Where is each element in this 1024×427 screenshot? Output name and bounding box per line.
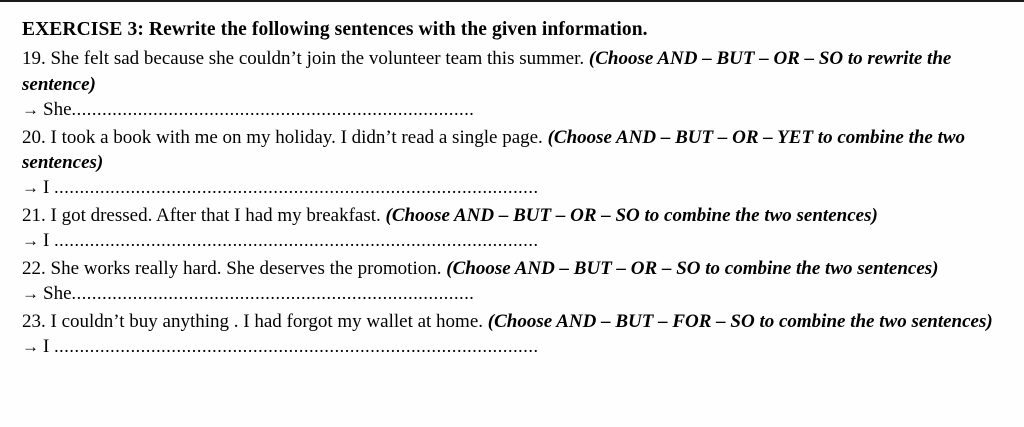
- exercise-item: [22, 203, 1004, 228]
- item-cue: (Choose AND – BUT – FOR – SO to combine the two sentences): [487, 310, 993, 332]
- answer-prefix: She: [43, 98, 72, 120]
- item-sentence: She works really hard. She deserves the promotion.: [50, 257, 442, 279]
- item-number: 20.: [22, 126, 46, 148]
- answer-line[interactable]: [22, 98, 1004, 123]
- item-prompt: [22, 46, 1004, 97]
- arrow-icon: →: [22, 99, 39, 119]
- answer-dots: ...............................................................................................: [54, 230, 539, 251]
- item-number: 21.: [22, 204, 46, 226]
- arrow-icon: →: [22, 284, 39, 304]
- arrow-icon: →: [22, 336, 39, 356]
- item-number: 22.: [22, 257, 46, 279]
- answer-prefix: I: [43, 230, 50, 252]
- exercise-heading: EXERCISE 3: Rewrite the following sentences with the given information.: [22, 19, 648, 40]
- answer-line[interactable]: [22, 229, 1004, 254]
- answer-prefix: She: [43, 283, 72, 305]
- item-sentence: I took a book with me on my holiday. I didn’t read a single page.: [50, 126, 543, 148]
- answer-prefix: I: [43, 177, 50, 199]
- answer-line[interactable]: [22, 176, 1004, 201]
- item-prompt: [22, 309, 1004, 334]
- item-sentence: I couldn’t buy anything . I had forgot my wallet at home.: [50, 310, 484, 332]
- item-prompt: [22, 203, 1004, 228]
- exercise-item: [22, 125, 1004, 176]
- answer-line[interactable]: [22, 335, 1004, 360]
- answer-dots: ...............................................................................: [71, 98, 475, 119]
- exercise-item: [22, 256, 1004, 281]
- item-sentence: She felt sad because she couldn’t join the volunteer team this summer.: [50, 48, 585, 70]
- exercise-item: [22, 309, 1004, 334]
- arrow-icon: →: [22, 231, 39, 251]
- exercise-item: [22, 46, 1004, 97]
- answer-line[interactable]: [22, 282, 1004, 307]
- item-number: 19.: [22, 48, 46, 70]
- item-cue: (Choose AND – BUT – OR – YET to combine the two sentences): [22, 126, 966, 173]
- answer-dots: ...............................................................................................: [54, 177, 539, 198]
- answer-prefix: I: [43, 335, 50, 357]
- item-prompt: [22, 125, 1004, 176]
- item-cue: (Choose AND – BUT – OR – SO to combine the two sentences): [385, 204, 878, 226]
- item-number: 23.: [22, 310, 46, 332]
- item-prompt: [22, 256, 1004, 281]
- answer-dots: ...............................................................................................: [54, 335, 539, 356]
- arrow-icon: →: [22, 178, 39, 198]
- item-cue: (Choose AND – BUT – OR – SO to combine the two sentences): [446, 257, 939, 279]
- item-sentence: I got dressed. After that I had my breakfast.: [50, 204, 381, 226]
- item-cue: (Choose AND – BUT – OR – SO to rewrite the sentence): [22, 48, 952, 95]
- answer-dots: ...............................................................................: [71, 283, 475, 304]
